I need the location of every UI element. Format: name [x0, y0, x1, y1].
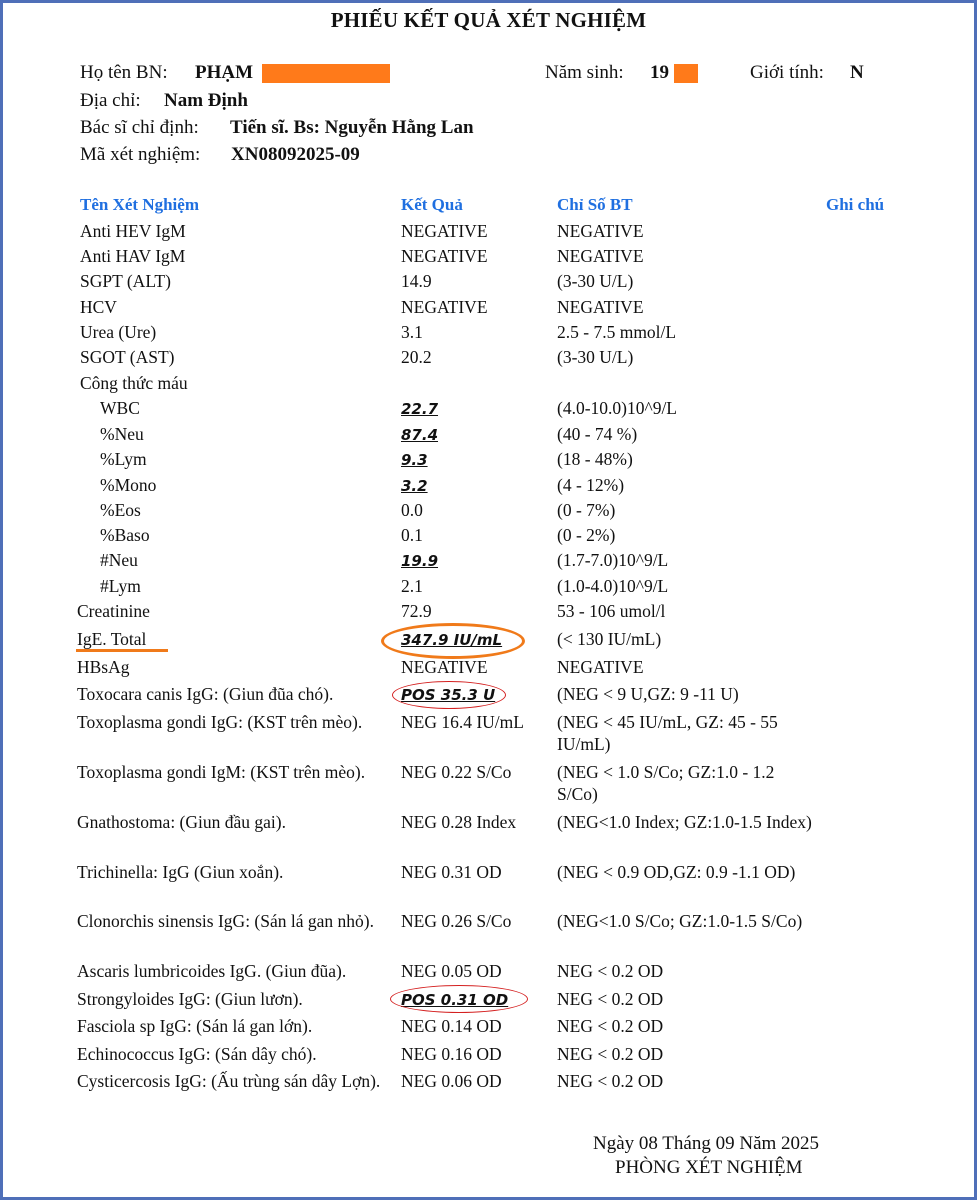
address-label: Địa chỉ: [80, 90, 141, 111]
birth-year-label: Năm sinh: [545, 62, 624, 83]
reference-range: (NEG < 45 IU/mL, GZ: 45 - 55 IU/mL) [557, 712, 778, 754]
reference-range: 2.5 - 7.5 mmol/L [557, 322, 677, 342]
test-result: NEG 0.14 OD [401, 1016, 502, 1036]
test-result: 19.9 [401, 552, 439, 570]
address-value: Nam Định [164, 90, 248, 111]
test-name: HBsAg [77, 657, 130, 677]
reference-range: (NEG<1.0 S/Co; GZ:1.0-1.5 S/Co) [557, 911, 803, 931]
test-code-value: XN08092025-09 [231, 144, 360, 165]
test-name: %Eos [100, 500, 141, 520]
test-name: Công thức máu [80, 373, 188, 393]
reference-range: (NEG < 1.0 S/Co; GZ:1.0 - 1.2 S/Co) [557, 762, 775, 804]
reference-range: NEG < 0.2 OD [557, 989, 664, 1009]
reference-range: (0 - 7%) [557, 500, 616, 520]
test-result: POS 0.31 OD [401, 991, 509, 1009]
test-result: 0.1 [401, 525, 423, 545]
reference-range: (NEG<1.0 Index; GZ:1.0-1.5 Index) [557, 812, 812, 832]
reference-range: NEG < 0.2 OD [557, 1044, 664, 1064]
reference-range: NEGATIVE [557, 246, 644, 266]
reference-range: NEGATIVE [557, 221, 644, 241]
test-name: Urea (Ure) [80, 322, 157, 342]
test-name: IgE. Total [77, 629, 147, 649]
birth-redaction [674, 64, 698, 83]
test-result: NEG 0.28 Index [401, 812, 517, 832]
reference-range: NEG < 0.2 OD [557, 1071, 664, 1091]
test-name: Toxoplasma gondi IgG: (KST trên mèo). [77, 712, 363, 732]
test-result: NEG 0.06 OD [401, 1071, 502, 1091]
test-result: NEG 0.05 OD [401, 961, 502, 981]
test-result: NEGATIVE [401, 246, 488, 266]
test-result: 3.2 [401, 477, 428, 495]
test-result: 2.1 [401, 576, 423, 596]
test-result: 347.9 IU/mL [401, 631, 503, 649]
test-result: 20.2 [401, 347, 432, 367]
column-header-test: Tên Xét Nghiệm [80, 195, 199, 214]
test-name: Strongyloides IgG: (Giun lươn). [77, 989, 303, 1009]
document-title: PHIẾU KẾT QUẢ XÉT NGHIỆM [330, 8, 647, 32]
test-name: Cysticercosis IgG: (Ấu trùng sán dây Lợn). [77, 1071, 381, 1091]
reference-range: (4.0-10.0)10^9/L [557, 398, 677, 418]
reference-range: (NEG < 0.9 OD,GZ: 0.9 -1.1 OD) [557, 862, 796, 882]
column-header-reference: Chỉ Số BT [557, 195, 633, 214]
test-name: HCV [80, 297, 117, 317]
test-name: Gnathostoma: (Giun đầu gai). [77, 812, 286, 832]
test-result: 87.4 [401, 426, 439, 444]
test-result: NEGATIVE [401, 657, 488, 677]
reference-range: NEG < 0.2 OD [557, 961, 664, 981]
reference-range: (1.0-4.0)10^9/L [557, 576, 669, 596]
test-result: 0.0 [401, 500, 423, 520]
reference-range: (4 - 12%) [557, 475, 625, 495]
patient-name-value: PHẠM [195, 62, 254, 83]
column-header-result: Kết Quả [401, 195, 463, 214]
test-result: 3.1 [401, 322, 423, 342]
test-name: Ascaris lumbricoides IgG. (Giun đũa). [77, 961, 347, 981]
reference-range: NEGATIVE [557, 297, 644, 317]
reference-range: NEG < 0.2 OD [557, 1016, 664, 1036]
test-name: %Lym [100, 449, 147, 469]
test-result: 72.9 [401, 601, 432, 621]
test-name: Anti HAV IgM [80, 246, 186, 266]
reference-range: (40 - 74 %) [557, 424, 638, 444]
test-name: %Mono [100, 475, 157, 495]
ige-underline-mark [76, 649, 168, 652]
gender-value: N [850, 62, 864, 83]
reference-range: NEGATIVE [557, 657, 644, 677]
test-result: 22.7 [401, 400, 439, 418]
test-name: Fasciola sp IgG: (Sán lá gan lớn). [77, 1016, 313, 1036]
test-name: #Neu [100, 550, 138, 570]
test-result: NEGATIVE [401, 221, 488, 241]
test-result: POS 35.3 U [401, 686, 496, 704]
test-result: 9.3 [401, 451, 428, 469]
test-result: NEG 16.4 IU/mL [401, 712, 524, 732]
test-name: %Neu [100, 424, 144, 444]
reference-range: (0 - 2%) [557, 525, 616, 545]
test-name: %Baso [100, 525, 150, 545]
reference-range: (3-30 U/L) [557, 347, 634, 367]
test-name: Echinococcus IgG: (Sán dây chó). [77, 1044, 317, 1064]
test-name: Clonorchis sinensis IgG: (Sán lá gan nhỏ). [77, 911, 374, 931]
test-name: #Lym [100, 576, 141, 596]
patient-name-label: Họ tên BN: [80, 62, 168, 83]
test-name: WBC [100, 398, 140, 418]
reference-range: (18 - 48%) [557, 449, 633, 469]
gender-label: Giới tính: [750, 62, 824, 83]
test-name: Toxoplasma gondi IgM: (KST trên mèo). [77, 762, 366, 782]
test-name: SGOT (AST) [80, 347, 175, 367]
reference-range: (1.7-7.0)10^9/L [557, 550, 669, 570]
reference-range: (NEG < 9 U,GZ: 9 -11 U) [557, 684, 739, 704]
test-result: NEGATIVE [401, 297, 488, 317]
test-name: SGPT (ALT) [80, 271, 171, 291]
report-date: Ngày 08 Tháng 09 Năm 2025 [593, 1133, 820, 1154]
column-header-note: Ghi chú [826, 195, 885, 214]
reference-range: (< 130 IU/mL) [557, 629, 662, 649]
test-result: NEG 0.16 OD [401, 1044, 502, 1064]
test-name: Toxocara canis IgG: (Giun đũa chó). [77, 684, 334, 704]
doctor-value: Tiến sĩ. Bs: Nguyễn Hằng Lan [230, 117, 474, 138]
lab-department: PHÒNG XÉT NGHIỆM [615, 1157, 803, 1178]
test-name: Anti HEV IgM [80, 221, 186, 241]
doctor-label: Bác sĩ chỉ định: [80, 117, 199, 138]
birth-year-value: 19 [650, 62, 669, 83]
name-redaction [262, 64, 390, 83]
test-result: NEG 0.31 OD [401, 862, 502, 882]
test-name: Creatinine [77, 601, 150, 621]
test-result: NEG 0.26 S/Co [401, 911, 512, 931]
reference-range: (3-30 U/L) [557, 271, 634, 291]
reference-range: 53 - 106 umol/l [557, 601, 666, 621]
test-name: Trichinella: IgG (Giun xoắn). [77, 862, 284, 882]
test-code-label: Mã xét nghiệm: [80, 144, 201, 165]
test-result: NEG 0.22 S/Co [401, 762, 512, 782]
test-result: 14.9 [401, 271, 432, 291]
